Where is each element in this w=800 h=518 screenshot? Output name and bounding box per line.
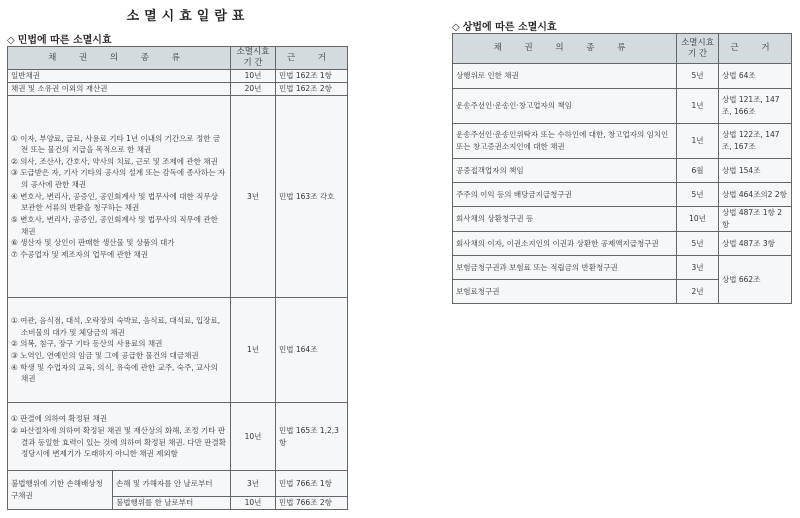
row-kind: 운송주선인·운송인·창고업자의 책임 xyxy=(453,89,677,124)
table-row xyxy=(8,298,348,403)
page-title: 소멸시효일람표 xyxy=(126,9,250,24)
general-basis: 민법 162조 1항 xyxy=(276,70,348,83)
three-year-item-list xyxy=(11,132,227,262)
ten-year-item-list xyxy=(11,412,227,461)
row-period: 5년 xyxy=(677,64,719,89)
table-row xyxy=(453,124,792,159)
list-item: ④ 학생 및 수업자의 교육, 의식, 유숙에 관한 교주, 숙주, 교사의 채권 xyxy=(11,362,218,384)
header-period xyxy=(231,47,276,70)
row-kind: 운송주선인·운송인위탁자 또는 수하인에 대한, 창고업자의 임치인 또는 창고증권소지인에 대한 채권 xyxy=(453,124,677,159)
general-period: 10년 xyxy=(231,70,276,83)
property-period: 20년 xyxy=(231,83,276,96)
row-basis: 상법 121조, 147조, 166조 xyxy=(719,89,792,124)
header-period xyxy=(677,34,719,64)
list-item: ③ 도급받은 자, 기사 기타의 공사의 설계 또는 감독에 종사하는 자의 공사에 관한 채권 xyxy=(11,168,226,190)
row-basis: 상법 64조 xyxy=(719,64,792,89)
tort-sub2-period: 10년 xyxy=(231,497,276,510)
table-row xyxy=(8,403,348,471)
left-section-title-text: 민법에 따른 소멸시효 xyxy=(17,35,112,46)
row-kind: 회사채의 이자, 이권소지인의 이권과 상환한 공제액지급청구권 xyxy=(453,232,677,256)
three-year-period: 3년 xyxy=(231,96,276,298)
tort-sub2-kind: 불법행위를 한 날로부터 xyxy=(113,497,231,510)
right-section-title-text: 상법에 따른 소멸시효 xyxy=(462,22,557,33)
header-basis: 근 거 xyxy=(719,34,792,64)
table-row xyxy=(8,70,348,83)
header-kind: 채 권 의 종 류 xyxy=(453,34,677,64)
row-period: 2년 xyxy=(677,280,719,304)
table-row xyxy=(453,232,792,256)
list-item: ② 파산절차에 의하여 확정된 채권 및 재산상의 화해, 조정 기타 판결과 동일한 효력이 있는 것에 의하여 확정된 채권. 다만 판결확정당시에 변제기가 도래하지 아니한 채권 제외함 xyxy=(11,425,226,459)
one-year-item-list xyxy=(11,314,227,386)
list-item: ④ 변호사, 변리사, 공증인, 공인회계사 및 법무사에 대한 직무상 보관한 서류의 반환을 청구하는 채권 xyxy=(11,191,218,213)
commercial-law-table xyxy=(452,33,792,304)
insurance-basis: 상법 662조 xyxy=(719,256,792,304)
table-row xyxy=(453,183,792,207)
row-period: 5년 xyxy=(677,183,719,207)
right-section-title xyxy=(452,18,557,33)
list-item: ① 판결에 의하여 확정된 채권 xyxy=(11,414,107,424)
ten-year-basis: 민법 165조 1,2,3항 xyxy=(276,403,348,471)
table-row xyxy=(8,83,348,96)
one-year-period: 1년 xyxy=(231,298,276,403)
ten-year-kind xyxy=(8,403,231,471)
table-row xyxy=(453,89,792,124)
diamond-bullet-icon: ◇ xyxy=(7,35,15,46)
general-kind: 일반채권 xyxy=(8,70,231,83)
list-item: ② 의복, 침구, 장구 기타 동산의 사용료의 채권 xyxy=(11,339,163,349)
table-row xyxy=(453,256,792,280)
three-year-basis: 민법 163조 각호 xyxy=(276,96,348,298)
list-item: ⑥ 생산자 및 상인이 판매한 생산물 및 상품의 대가 xyxy=(11,238,175,248)
list-item: ① 이자, 부양료, 급료, 사용료 기타 1년 이내의 기간으로 정한 금전 또는 물건의 지급을 목적으로 한 채권 xyxy=(11,133,221,155)
table-row xyxy=(453,207,792,232)
list-item: ③ 노역인, 연예인의 임금 및 그에 공급한 물건의 대금채권 xyxy=(11,351,199,360)
property-kind: 채권 및 소유권 이외의 재산권 xyxy=(8,83,231,96)
row-basis: 상법 487조 3항 xyxy=(719,232,792,256)
table-row xyxy=(8,471,348,497)
row-period: 3년 xyxy=(677,256,719,280)
list-item: ⑤ 변호사, 변리사, 공증인, 공인회계사 및 법무사의 직무에 관한 채권 xyxy=(11,214,218,236)
header-period-text: 소멸시효 기 간 xyxy=(681,37,714,59)
header-period-text: 소멸시효 기 간 xyxy=(236,47,270,68)
row-period: 1년 xyxy=(677,124,719,159)
row-basis: 상법 487조 1항 2항 xyxy=(719,207,792,232)
tort-sub2-basis: 민법 766조 2항 xyxy=(276,497,348,510)
one-year-kind xyxy=(8,298,231,403)
list-item: ⑦ 수공업자 및 제조자의 업무에 관한 채권 xyxy=(11,249,148,259)
table-header-row xyxy=(453,34,792,64)
three-year-kind xyxy=(8,96,231,298)
row-period: 5년 xyxy=(677,232,719,256)
header-kind: 채 권 의 종 류 xyxy=(8,47,231,70)
row-period: 1년 xyxy=(677,89,719,124)
tort-sub1-kind: 손해 및 가해자를 안 날로부터 xyxy=(113,471,231,497)
row-basis: 상법 122조, 147조, 167조 xyxy=(719,124,792,159)
row-period: 10년 xyxy=(677,207,719,232)
diamond-bullet-icon: ◇ xyxy=(452,22,460,33)
list-item: ① 여관, 음식점, 대석, 오락장의 숙박료, 음식료, 대석료, 입장료, 소비물의 대가 및 체당금의 채권 xyxy=(11,316,221,337)
property-basis: 민법 162조 2항 xyxy=(276,83,348,96)
civil-law-table xyxy=(7,46,348,510)
tort-sub1-period: 3년 xyxy=(231,471,276,497)
tort-sub1-basis: 민법 766조 1항 xyxy=(276,471,348,497)
row-kind: 보험금청구권과 보험료 또는 적립금의 반환청구권 xyxy=(453,256,677,280)
row-basis: 상법 464조의2 2항 xyxy=(719,183,792,207)
table-row xyxy=(8,96,348,298)
ten-year-period: 10년 xyxy=(231,403,276,471)
row-kind: 상행위로 인한 채권 xyxy=(453,64,677,89)
row-kind: 보험료청구권 xyxy=(453,280,677,304)
row-kind: 주주의 이익 등의 배당금지급청구권 xyxy=(453,183,677,207)
row-kind: 공중접객업자의 책임 xyxy=(453,159,677,183)
tort-kind: 불법행위에 기한 손해배상청구채권 xyxy=(8,471,113,510)
row-period: 6월 xyxy=(677,159,719,183)
one-year-basis: 민법 164조 xyxy=(276,298,348,403)
table-row xyxy=(453,64,792,89)
table-row xyxy=(453,159,792,183)
list-item: ② 의사, 조산사, 간호사, 약사의 치료, 근로 및 조제에 관한 채권 xyxy=(11,156,218,166)
header-basis: 근 거 xyxy=(276,47,348,70)
left-section-title xyxy=(7,31,112,46)
row-basis: 상법 154조 xyxy=(719,159,792,183)
table-header-row xyxy=(8,47,348,70)
row-kind: 회사채의 상환청구권 등 xyxy=(453,207,677,232)
